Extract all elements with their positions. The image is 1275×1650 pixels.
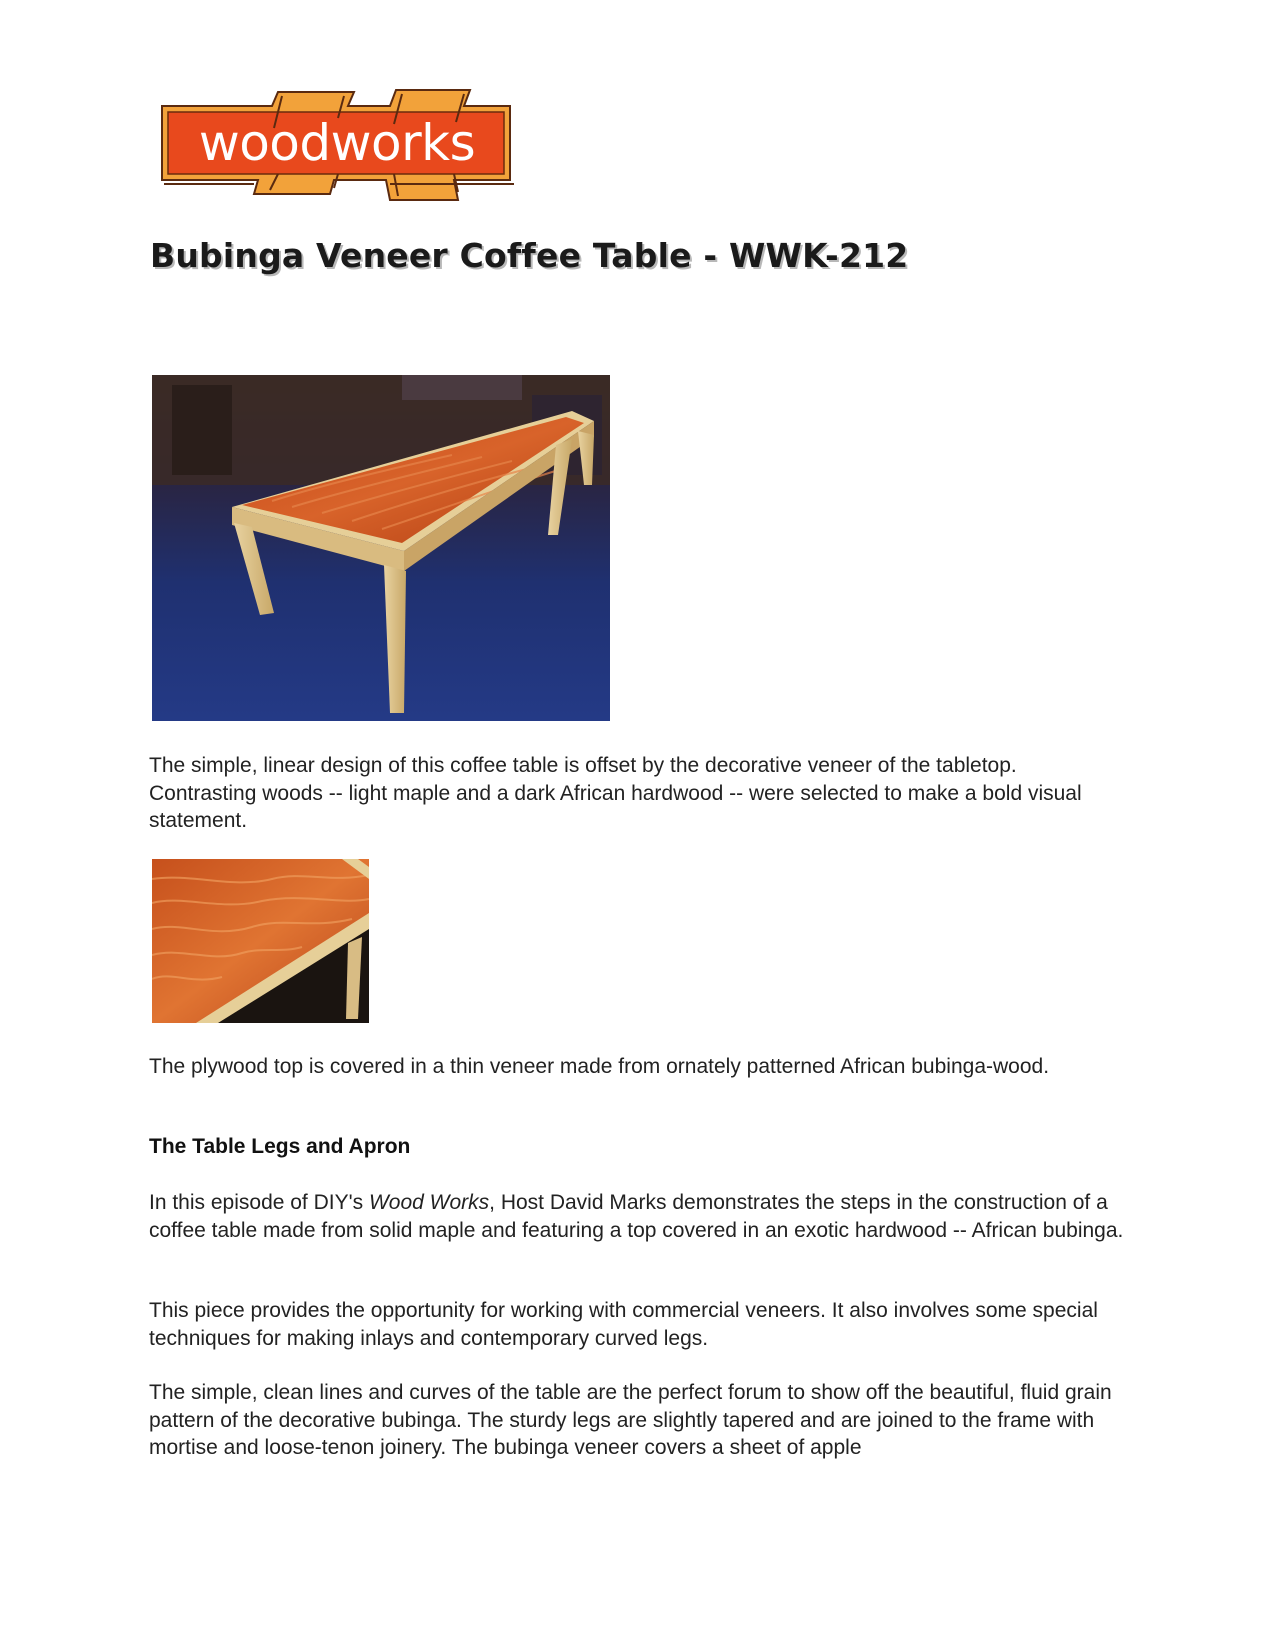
show-name: Wood Works [368, 1191, 490, 1214]
veneers-paragraph: This piece provides the opportunity for working with commercial veneers. It also involves some special techniques for making inlays and contemporary curved legs. [149, 1299, 1098, 1350]
episode-paragraph [149, 1189, 1129, 1244]
photo-table-overview [152, 375, 610, 721]
episode-text-after: , Host David Marks demonstrates the steps in the construction of a coffee table made from solid maple and featuring a top covered in an exotic hardwood -- African bubinga. [149, 1191, 1124, 1242]
woodworks-logo [158, 88, 516, 204]
intro-paragraph: The simple, linear design of this coffee table is offset by the decorative veneer of the tabletop. Contrasting woods -- light maple and a dark African hardwood -- were selected to make a bold visual statement. [149, 754, 1082, 832]
episode-text-before: In this episode of DIY's [149, 1191, 369, 1214]
design-lines-paragraph: The simple, clean lines and curves of the table are the perfect forum to show off the beautiful, fluid grain pattern of the decorative bubinga. The sturdy legs are slightly tapered and are joined to the frame with mortise and loose-tenon joinery. The bubinga veneer covers a sheet of apple [149, 1381, 1112, 1459]
plywood-top-paragraph: The plywood top is covered in a thin veneer made from ornately patterned African bubinga-wood. [149, 1055, 1050, 1078]
page-title: Bubinga Veneer Coffee Table - WWK-212 [150, 236, 909, 275]
photo-tabletop-closeup [152, 859, 369, 1023]
logo-wordmark: woodworks [198, 114, 476, 172]
section-heading: The Table Legs and Apron [149, 1135, 411, 1158]
